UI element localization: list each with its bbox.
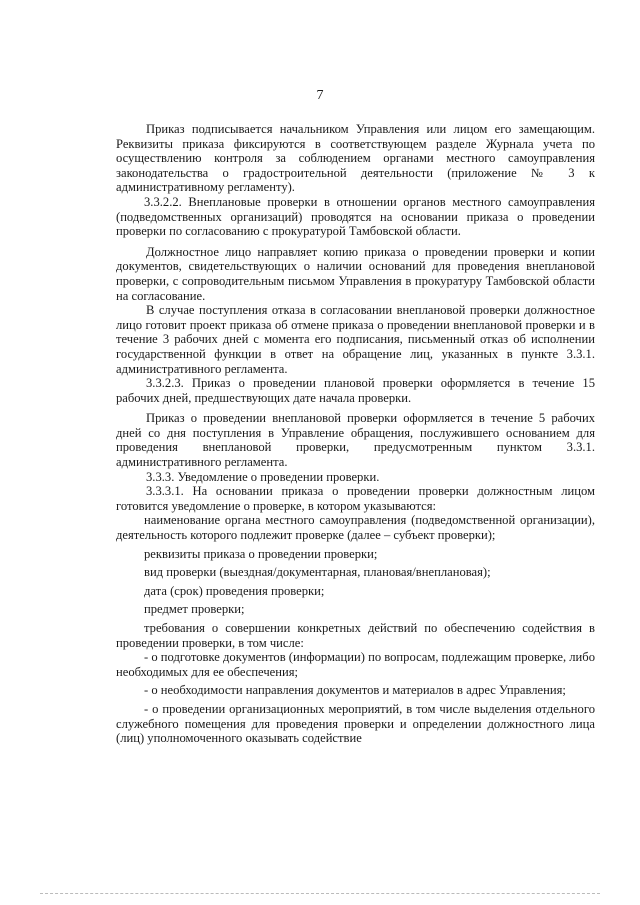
paragraph-unscheduled-order: Приказ о проведении внеплановой проверки оформляется в течение 5 рабочих дней со дня поступления в Управление обращения, послужившего основанием для проведения внеплановой проверки, предусмотренным пунктом 3.3.1. административного регламента.: [116, 411, 595, 470]
footer-rule: [40, 893, 600, 894]
paragraph-3-3-2-3: 3.3.2.3. Приказ о проведении плановой проверки оформляется в течение 15 рабочих дней, предшествующих дате начала проверки.: [116, 376, 595, 405]
paragraph-copy-to-prosecutor: Должностное лицо направляет копию приказа о проведении проверки и копии документов, свидетельствующих о наличии оснований для проведения внеплановой проверки, с сопроводительным письмом Управления в прокуратуру Тамбовской области на согласование.: [116, 244, 595, 303]
list-item-documents-preparation: - о подготовке документов (информации) по вопросам, подлежащим проверке, либо необходимых для ее обеспечения;: [116, 650, 595, 679]
paragraph-refusal-case: В случае поступления отказа в согласовании внеплановой проверки должностное лицо готовит проект приказа об отмене приказа о проведении внеплановой проверки и в течение 3 рабочих дней с момента его подписания, письменный отказ об исполнении государственной функции в ответ на обращение лиц, указанных в пункте 3.3.1. административного регламента.: [116, 303, 595, 376]
paragraph-3-3-3-heading: 3.3.3. Уведомление о проведении проверки.: [146, 469, 380, 484]
list-item-order-details: реквизиты приказа о проведении проверки;: [144, 546, 378, 561]
list-item-organizational-measures: - о проведении организационных мероприятий, в том числе выделения отдельного служебного помещения для проведения проверки и определении должностного лица (лиц) уполномоченного оказывать содействие: [116, 701, 595, 746]
list-item-inspection-type: вид проверки (выездная/документарная, плановая/внеплановая);: [144, 565, 491, 580]
list-item-documents-sending: - о необходимости направления документов и материалов в адрес Управления;: [144, 683, 566, 698]
paragraph-order-signing: Приказ подписывается начальником Управления или лицом его замещающим. Реквизиты приказа фиксируются в соответствующем разделе Журнала учета по осуществлению контроля за соблюдением органами местного самоуправления законодательства о градостроительной деятельности (приложение № 3 к административному регламенту).: [116, 122, 595, 195]
document-body: [116, 122, 595, 746]
page-number: 7: [316, 88, 324, 103]
list-item-requirements: требования о совершении конкретных действий по обеспечению содействия в проведении проверки, в том числе:: [116, 621, 595, 650]
paragraph-3-3-3-1: 3.3.3.1. На основании приказа о проведении проверки должностным лицом готовится уведомление о проверке, в котором указываются:: [116, 484, 595, 513]
list-item-inspection-subject: предмет проверки;: [144, 602, 245, 617]
list-item-subject-name: наименование органа местного самоуправления (подведомственной организации), деятельность которого подлежит проверке (далее – субъект проверки);: [116, 513, 595, 543]
paragraph-3-3-2-2: 3.3.2.2. Внеплановые проверки в отношении органов местного самоуправления (подведомственных организаций) проводятся на основании приказа о проведении проверки по согласованию с прокуратурой Тамбовской области.: [116, 194, 595, 239]
list-item-inspection-date: дата (срок) проведения проверки;: [144, 583, 325, 598]
